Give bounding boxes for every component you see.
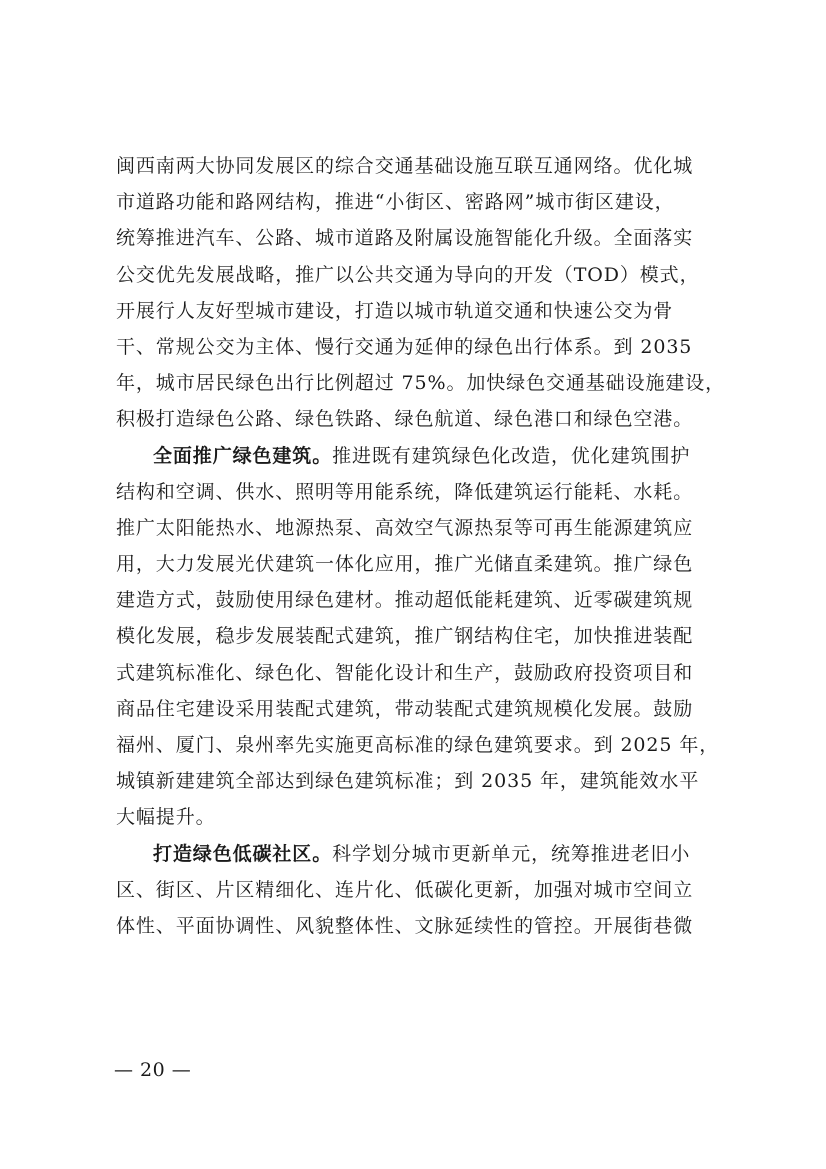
text-line: 模化发展，稳步发展装配式建筑，推广钢结构住宅，加快推进装配 — [116, 625, 694, 648]
paragraph-green-building — [116, 438, 728, 836]
text-line-first — [116, 836, 728, 872]
text-line: 统筹推进汽车、公路、城市道路及附属设施智能化升级。全面落实 — [116, 227, 694, 250]
text-line: 开展行人友好型城市建设，打造以城市轨道交通和快速公交为骨 — [116, 299, 674, 322]
text-line: 积极打造绿色公路、绿色铁路、绿色航道、绿色港口和绿色空港。 — [116, 408, 694, 431]
text-line: 式建筑标准化、绿色化、智能化设计和生产，鼓励政府投资项目和 — [116, 661, 694, 684]
paragraph-low-carbon-community — [116, 836, 728, 945]
text-run: 科学划分城市更新单元，统筹推进老旧小 — [332, 842, 691, 865]
text-line: 年，城市居民绿色出行比例超过 75%。加快绿色交通基础设施建设， — [116, 372, 726, 395]
text-line: 推广太阳能热水、地源热泵、高效空气源热泵等可再生能源建筑应 — [116, 516, 694, 539]
section-heading: 打造绿色低碳社区。 — [153, 842, 333, 865]
text-line: 区、街区、片区精细化、连片化、低碳化更新，加强对城市空间立 — [116, 878, 694, 901]
text-line: 大幅提升。 — [116, 806, 216, 829]
text-line: 干、常规公交为主体、慢行交通为延伸的绿色出行体系。到 2035 — [116, 335, 693, 358]
text-line: 体性、平面协调性、风貌整体性、文脉延续性的管控。开展街巷微 — [116, 914, 694, 937]
text-line: 福州、厦门、泉州率先实施更高标准的绿色建筑要求。到 2025 年， — [116, 734, 720, 756]
text-line: 公交优先发展战略，推广以公共交通为导向的开发（TOD）模式， — [116, 263, 700, 286]
text-run: 推进既有建筑绿色化改造，优化建筑围护 — [332, 444, 691, 467]
text-line: 结构和空调、供水、照明等用能系统，降低建筑运行能耗、水耗。 — [116, 480, 694, 503]
text-line: 商品住宅建设采用装配式建筑，带动装配式建筑规模化发展。鼓励 — [116, 697, 694, 720]
text-line: 市道路功能和路网结构，推进“小街区、密路网”城市街区建设， — [116, 191, 675, 214]
text-line: 城镇新建建筑全部达到绿色建筑标准；到 2035 年，建筑能效水平 — [116, 770, 700, 793]
text-line: 用，大力发展光伏建筑一体化应用，推广光储直柔建筑。推广绿色 — [116, 553, 694, 576]
document-body — [116, 148, 728, 944]
paragraph-green-transport — [116, 148, 728, 438]
text-line-first — [116, 438, 728, 474]
text-line: 闽西南两大协同发展区的综合交通基础设施互联互通网络。优化城 — [116, 155, 694, 177]
page-number: — 20 — — [114, 1059, 192, 1081]
section-heading: 全面推广绿色建筑。 — [153, 444, 333, 467]
text-line: 建造方式，鼓励使用绿色建材。推动超低能耗建筑、近零碳建筑规 — [116, 589, 694, 612]
